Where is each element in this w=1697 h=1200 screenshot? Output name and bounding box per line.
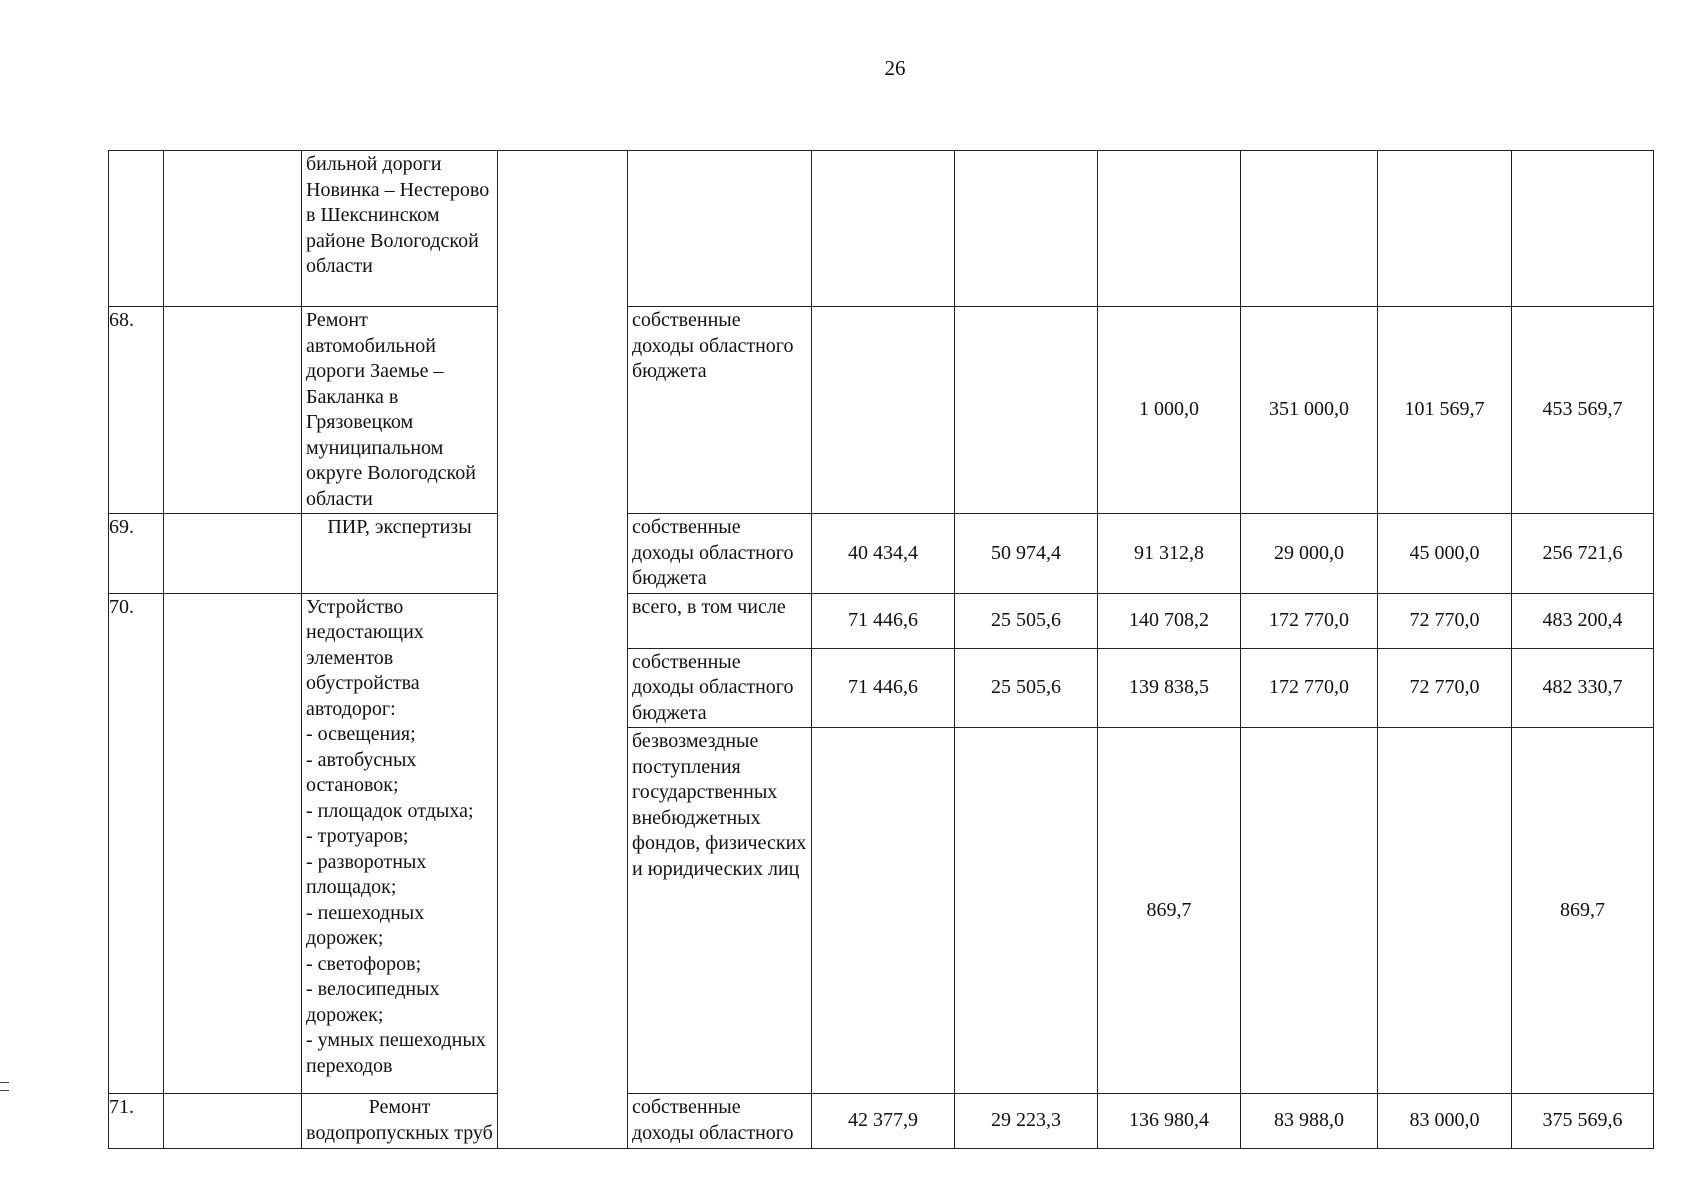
value-cell: 45 000,0 (1378, 514, 1512, 594)
value-cell (1098, 151, 1241, 307)
value-cell: 869,7 (1512, 728, 1654, 1094)
funding-source: всего, в том числе (628, 593, 812, 648)
measure-name: Ремонт автомобильной дороги Заемье – Бакланка в Грязовецком муниципальном округе Вологодской области (302, 307, 498, 514)
value-cell: 256 721,6 (1512, 514, 1654, 594)
blank-cell (164, 514, 302, 594)
measure-name: Устройство недостающих элементов обустройства автодорог: - освещения; - автобусных остановок; - площадок отдыха; - тротуаров; - разворотных площадок; - пешеходных дорожек; - светофоров; - велосипедных дорожек; - умных пешеходных переходов (302, 593, 498, 1094)
value-cell: 453 569,7 (1512, 307, 1654, 514)
value-cell: 139 838,5 (1098, 648, 1241, 728)
blank-cell (164, 1094, 302, 1149)
value-cell: 72 770,0 (1378, 648, 1512, 728)
table-row (109, 1094, 1654, 1149)
value-cell: 83 000,0 (1378, 1094, 1512, 1149)
blank-cell (498, 307, 628, 514)
value-cell: 1 000,0 (1098, 307, 1241, 514)
value-cell (812, 151, 955, 307)
blank-cell (498, 151, 628, 307)
value-cell: 482 330,7 (1512, 648, 1654, 728)
row-number: 69. (109, 514, 164, 594)
table-row (109, 307, 1654, 514)
value-cell: 172 770,0 (1241, 593, 1378, 648)
row-number: 68. (109, 307, 164, 514)
measure-name: бильной дороги Новинка – Нестерово в Шекснинском районе Вологодской области (302, 151, 498, 307)
blank-cell (164, 151, 302, 307)
value-cell: 71 446,6 (812, 593, 955, 648)
value-cell: 136 980,4 (1098, 1094, 1241, 1149)
row-number (109, 151, 164, 307)
value-cell (1378, 728, 1512, 1094)
funding-source: собственные доходы областного (628, 1094, 812, 1149)
budget-table (108, 150, 1654, 1149)
value-cell: 351 000,0 (1241, 307, 1378, 514)
value-cell (1241, 151, 1378, 307)
funding-source: собственные доходы областного бюджета (628, 514, 812, 594)
blank-cell (498, 1094, 628, 1149)
value-cell (1241, 728, 1378, 1094)
value-cell: 140 708,2 (1098, 593, 1241, 648)
value-cell (955, 307, 1098, 514)
blank-cell (164, 307, 302, 514)
blank-cell (164, 593, 302, 1094)
table-row (109, 514, 1654, 594)
value-cell: 172 770,0 (1241, 648, 1378, 728)
funding-source: безвозмездные поступления государственных внебюджетных фондов, физических и юридических лиц (628, 728, 812, 1094)
funding-source (628, 151, 812, 307)
row-number: 70. (109, 593, 164, 1094)
measure-name: ПИР, экспертизы (302, 514, 498, 594)
table-row (109, 151, 1654, 307)
value-cell: 40 434,4 (812, 514, 955, 594)
table-row (109, 593, 1654, 648)
value-cell: 869,7 (1098, 728, 1241, 1094)
value-cell (955, 728, 1098, 1094)
funding-source: собственные доходы областного бюджета (628, 307, 812, 514)
page-number: 26 (884, 56, 906, 80)
value-cell (812, 728, 955, 1094)
margin-mark (0, 1082, 9, 1091)
value-cell: 101 569,7 (1378, 307, 1512, 514)
value-cell (1512, 151, 1654, 307)
value-cell: 25 505,6 (955, 593, 1098, 648)
row-number: 71. (109, 1094, 164, 1149)
blank-cell (498, 593, 628, 1094)
value-cell: 50 974,4 (955, 514, 1098, 594)
value-cell: 42 377,9 (812, 1094, 955, 1149)
value-cell: 91 312,8 (1098, 514, 1241, 594)
funding-source: собственные доходы областного бюджета (628, 648, 812, 728)
value-cell: 71 446,6 (812, 648, 955, 728)
value-cell (1378, 151, 1512, 307)
value-cell (812, 307, 955, 514)
measure-name: Ремонт водопропускных труб (302, 1094, 498, 1149)
value-cell: 72 770,0 (1378, 593, 1512, 648)
value-cell: 29 223,3 (955, 1094, 1098, 1149)
value-cell: 483 200,4 (1512, 593, 1654, 648)
value-cell: 83 988,0 (1241, 1094, 1378, 1149)
value-cell: 375 569,6 (1512, 1094, 1654, 1149)
value-cell: 29 000,0 (1241, 514, 1378, 594)
blank-cell (498, 514, 628, 594)
value-cell: 25 505,6 (955, 648, 1098, 728)
value-cell (955, 151, 1098, 307)
